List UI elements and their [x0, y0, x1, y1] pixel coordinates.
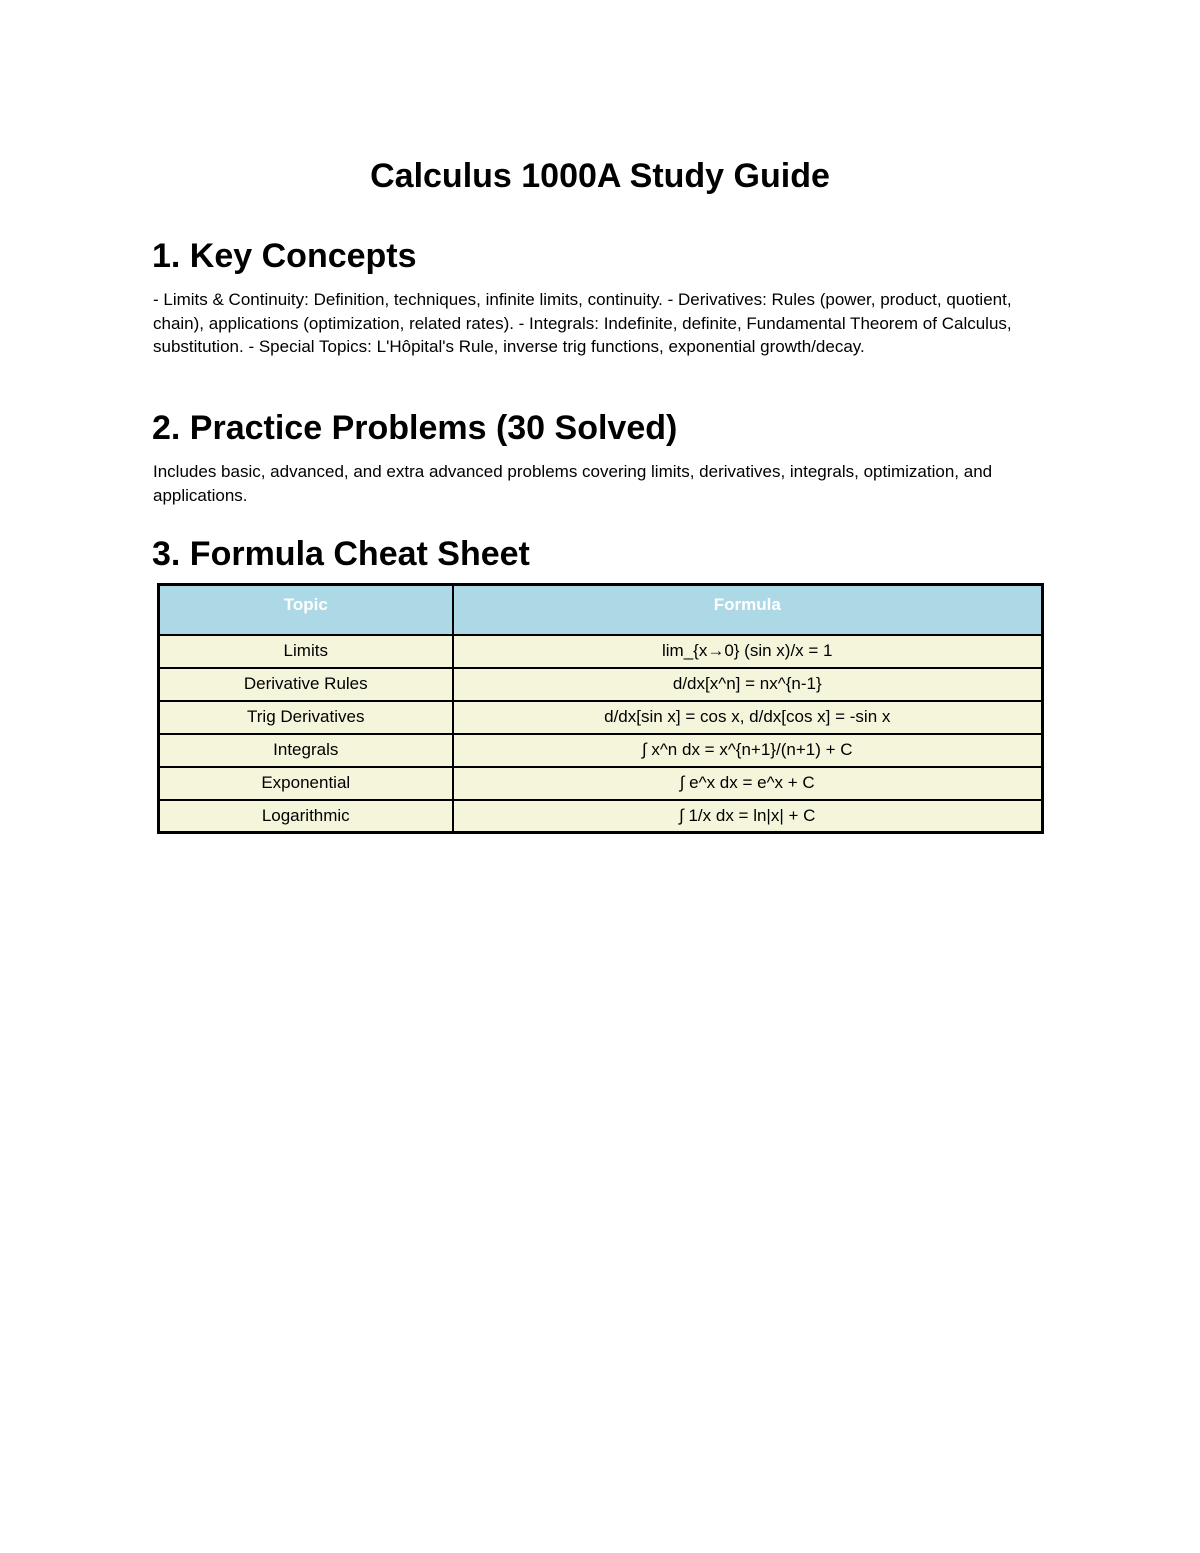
topic-cell: Logarithmic [159, 800, 453, 833]
table-header-row [159, 585, 1043, 635]
formula-cell: d/dx[x^n] = nx^{n-1} [453, 668, 1043, 701]
table-row [159, 701, 1043, 734]
topic-cell: Integrals [159, 734, 453, 767]
table-row [159, 635, 1043, 668]
table-row [159, 767, 1043, 800]
table-row [159, 734, 1043, 767]
section-heading-practice-problems: 2. Practice Problems (30 Solved) [152, 409, 678, 447]
formula-cell: ∫ x^n dx = x^{n+1}/(n+1) + C [453, 734, 1043, 767]
topic-cell: Trig Derivatives [159, 701, 453, 734]
formula-cell: ∫ 1/x dx = ln|x| + C [453, 800, 1043, 833]
table-row [159, 668, 1043, 701]
column-header-formula: Formula [453, 585, 1043, 635]
formula-table [157, 583, 1044, 834]
key-concepts-text: - Limits & Continuity: Definition, techniques, infinite limits, continuity. - Derivatives: Rules (power, product, quotient, chain), applications (optimization, related rates). - Integrals: Indefinite, definite, Fundamental Theorem of Calculus, substitution. - Special Topics: L'Hôpital's Rule, inverse trig functions, exponential growth/decay. [153, 290, 1012, 357]
topic-cell: Derivative Rules [159, 668, 453, 701]
topic-cell: Limits [159, 635, 453, 668]
formula-cell: d/dx[sin x] = cos x, d/dx[cos x] = -sin x [453, 701, 1043, 734]
column-header-topic: Topic [159, 585, 453, 635]
practice-problems-text: Includes basic, advanced, and extra advanced problems covering limits, derivatives, integrals, optimization, and applications. [153, 462, 993, 505]
document-title: Calculus 1000A Study Guide [370, 157, 830, 195]
section-heading-key-concepts: 1. Key Concepts [152, 237, 417, 275]
formula-cell: lim_{x→0} (sin x)/x = 1 [453, 635, 1043, 668]
section-heading-formula-cheat-sheet: 3. Formula Cheat Sheet [152, 535, 530, 573]
table-row [159, 800, 1043, 833]
topic-cell: Exponential [159, 767, 453, 800]
formula-cell: ∫ e^x dx = e^x + C [453, 767, 1043, 800]
